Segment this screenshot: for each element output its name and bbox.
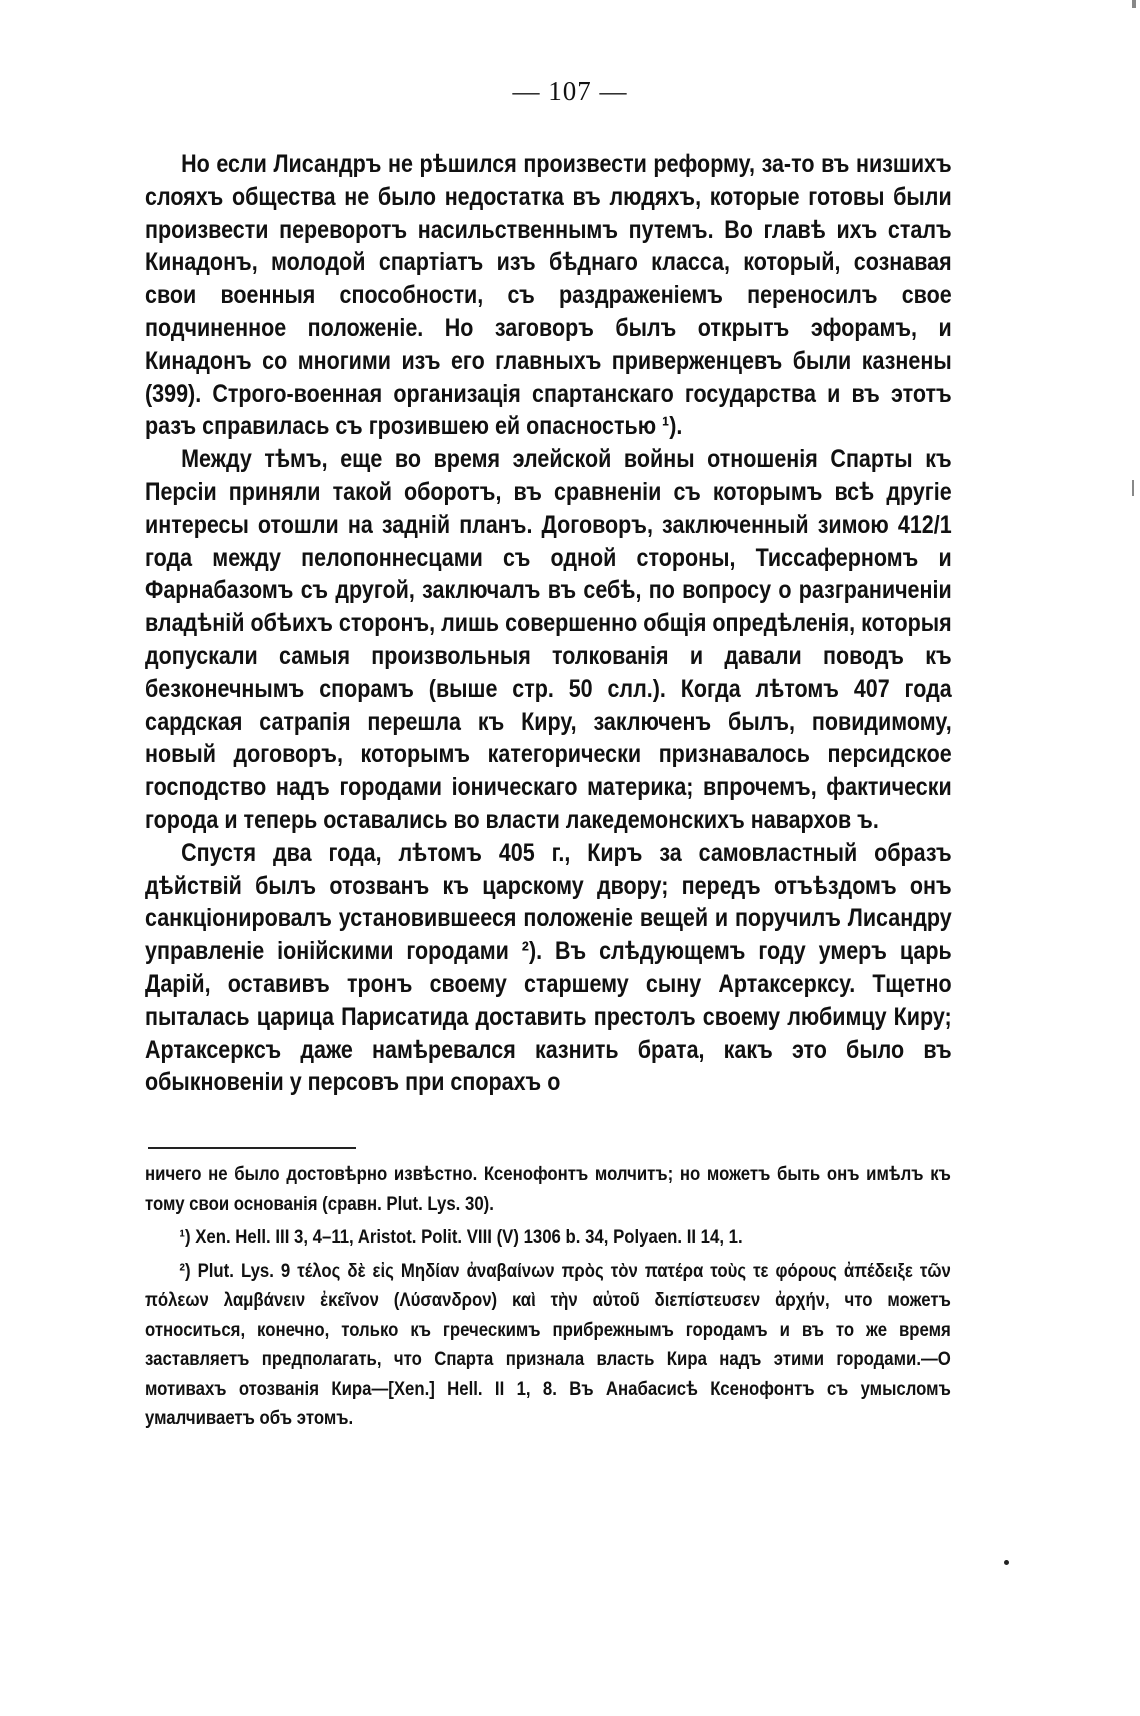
- scan-dot-mark: [1004, 1560, 1009, 1565]
- scan-edge-mark: [1132, 0, 1136, 8]
- paragraph-1: Но если Лисандръ не рѣшился произвести реформу, за-то въ низшихъ слояхъ общества не было недостатка въ людяхъ, которые готовы были произвести переворотъ насильственнымъ путемъ. Во главѣ ихъ сталъ Кинадонъ, молодой спартіатъ изъ бѣднаго класса, который, сознавая свои военныя способности, съ раздраженіемъ переносилъ свое подчиненное положеніе. Но заговоръ былъ открытъ эфорамъ, и Кинадонъ со многими изъ его главныхъ приверженцевъ были казнены (399). Строго-военная организація спартанскаго государства и въ этотъ разъ справилась съ грозившею ей опасностью ¹).: [145, 150, 952, 441]
- paragraph-2: Между тѣмъ, еще во время элейской войны отношенія Спарты къ Персіи приняли такой оборотъ, въ сравненіи съ которымъ всѣ другіе интересы отошли на задній планъ. Договоръ, заключенный зимою 412/1 года между пелопоннесцами съ одной стороны, Тиссаферномъ и Фарнабазомъ съ другой, заключалъ въ себѣ, по вопросу о разграниченіи владѣній обѣихъ сторонъ, лишь совершенно общія опредѣленія, которыя допускали самыя произвольныя толкованія и давали поводъ къ безконечнымъ спорамъ (выше стр. 50 слл.). Когда лѣтомъ 407 года сардская сатрапія перешла къ Киру, заключенъ былъ, повидимому, новый договоръ, которымъ категорически признавалось персидское господство надъ городами іоническаго материка; впрочемъ, фактически города и теперь оставались во власти лакедемонскихъ навархов ъ.: [145, 445, 952, 834]
- footnote-separator: [148, 1147, 356, 1149]
- paragraph-3: Спустя два года, лѣтомъ 405 г., Киръ за самовластный образъ дѣйствій былъ отозванъ къ царскому двору; передъ отъѣздомъ онъ санкціонировалъ установившееся положеніе вещей и поручилъ Лисандру управленіе іонійскими городами ²). Въ слѣдующемъ году умеръ царь Дарій, оставивъ тронъ своему старшему сыну Артаксерксу. Тщетно пыталась царица Парисатида доставить престолъ своему любимцу Киру; Артаксерксъ даже намѣревался казнить брата, какъ это было въ обыкновеніи у персовъ при спорахъ о: [145, 838, 952, 1097]
- page-number: — 107 —: [512, 76, 628, 106]
- footnote-2: ²) Plut. Lys. 9 τέλος δὲ εἰς Μηδίαν ἀναβαίνων πρὸς τὸν πατέρα τοὺς τε φόρους ἀπέδειξε τῶν πόλεων λαμβάνειν ἐκεῖνον (Λύσανδρον) καὶ τὴν αὐτοῦ διεπίστευσεν ἀρχήν, что можетъ относиться, конечно, только къ греческимъ прибрежнымъ городамъ и въ то же время заставляетъ предполагать, что Спарта признала власть Кира надъ этими городами.—О мотивахъ отозванія Кира—[Xen.] Hell. II 1, 8. Въ Анабасисѣ Ксенофонтъ съ умысломъ умалчиваетъ объ этомъ.: [145, 1259, 951, 1429]
- main-text: [145, 148, 952, 1099]
- footnotes: [145, 1160, 951, 1438]
- footnote-continuation: ничего не было достовѣрно извѣстно. Ксенофонтъ молчитъ; но можетъ быть онъ имѣлъ къ тому свои основанія (сравн. Plut. Lys. 30).: [145, 1163, 951, 1215]
- scan-margin-mark: [1132, 480, 1134, 496]
- footnote-1: ¹) Xen. Hell. III 3, 4–11, Aristot. Polit. VIII (V) 1306 b. 34, Polyaen. II 14, 1.: [179, 1226, 743, 1248]
